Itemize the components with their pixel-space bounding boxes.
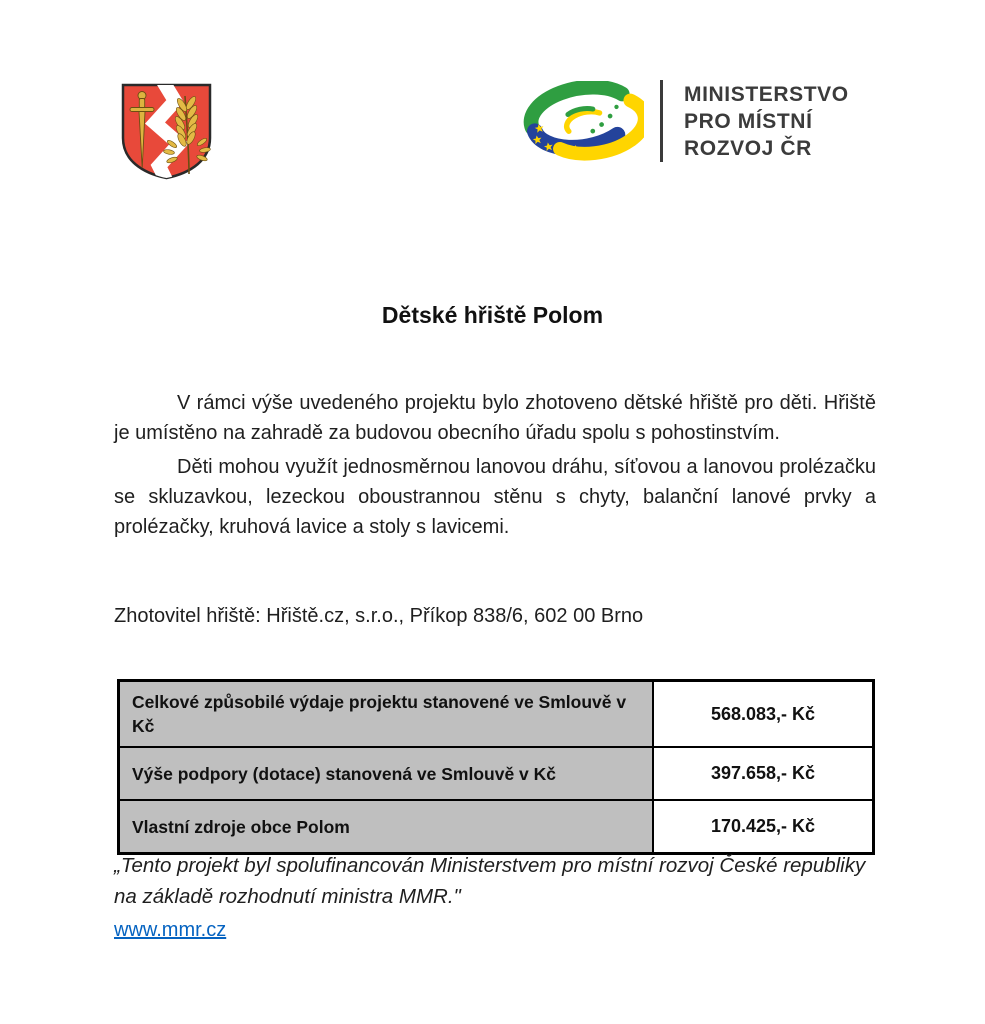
cost-value: 568.083,- Kč — [653, 681, 874, 748]
cost-table — [117, 679, 875, 855]
ministry-name — [684, 81, 849, 162]
mmr-website-link[interactable]: www.mmr.cz — [114, 919, 227, 941]
footer — [114, 850, 884, 942]
table-row — [119, 747, 874, 800]
paragraph-1: V rámci výše uvedeného projektu bylo zhotoveno dětské hřiště pro děti. Hřiště je umístěno na zahradě za budovou obecního úřadu spolu s pohostinstvím. — [114, 392, 876, 444]
page-title: Dětské hřiště Polom — [381, 302, 604, 328]
cost-label: Celkové způsobilé výdaje projektu stanovené ve Smlouvě v Kč — [119, 681, 654, 748]
cost-label: Výše podpory (dotace) stanovená ve Smlouvě v Kč — [119, 747, 654, 800]
mmr-swirl-logo-icon — [520, 81, 644, 161]
cofinancing-quote: „Tento projekt byl spolufinancován Ministerstvem pro místní rozvoj České republiky na základě rozhodnutí ministra MMR." — [114, 854, 866, 908]
cost-value: 170.425,- Kč — [653, 800, 874, 854]
table-row — [119, 800, 874, 854]
logo-divider — [660, 80, 663, 162]
contractor-line: Zhotovitel hřiště: Hřiště.cz, s.r.o., Příkop 838/6, 602 00 Brno — [114, 605, 644, 627]
cost-value: 397.658,- Kč — [653, 747, 874, 800]
ministry-logo-block — [520, 80, 849, 162]
cost-label: Vlastní zdroje obce Polom — [119, 800, 654, 854]
ministry-name-line1: MINISTERSTVO — [684, 82, 849, 106]
ministry-name-line2: PRO MÍSTNÍ — [684, 109, 813, 133]
ministry-name-line3: ROZVOJ ČR — [684, 136, 812, 160]
polom-coat-of-arms-icon — [119, 82, 214, 182]
body-text — [114, 388, 876, 542]
paragraph-2: Děti mohou využít jednosměrnou lanovou dráhu, síťovou a lanovou prolézačku se skluzavkou, lezeckou oboustrannou stěnu s chyty, balanční lanové prvky a prolézačky, kruhová lavice a stoly s lavicemi. — [114, 456, 876, 538]
table-row — [119, 681, 874, 748]
